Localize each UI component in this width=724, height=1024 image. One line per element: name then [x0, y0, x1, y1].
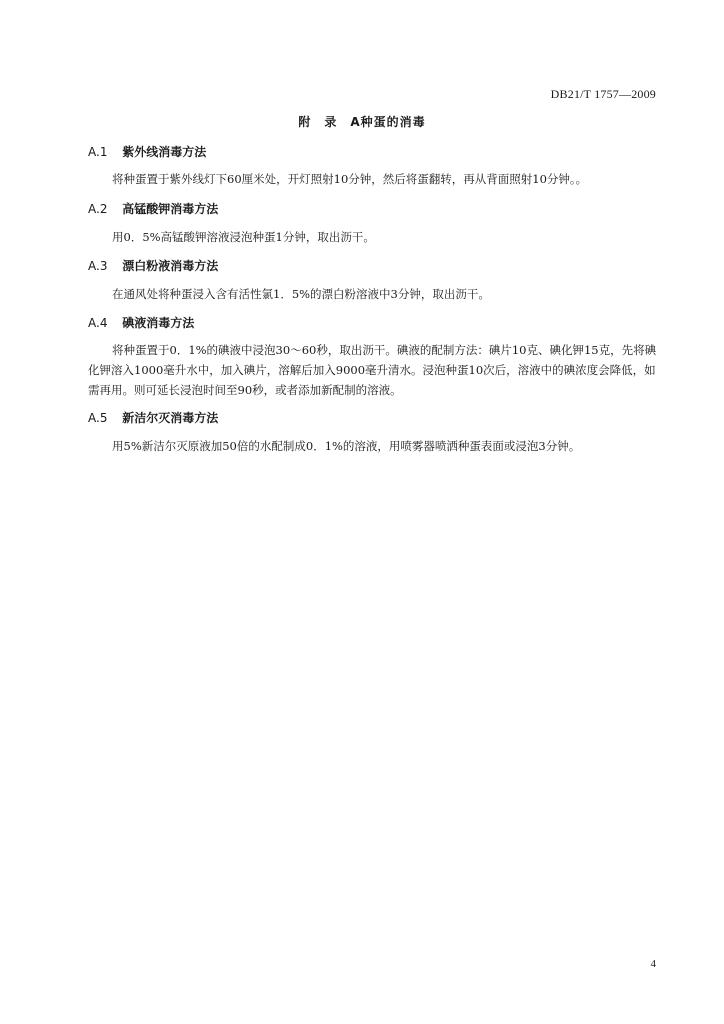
section-heading-a2	[88, 200, 218, 217]
standard-code: DB21/T 1757—2009	[550, 87, 656, 101]
page-number: 4	[650, 958, 656, 970]
section-number: A.4	[88, 316, 108, 330]
section-title: 新洁尔灭消毒方法	[122, 411, 219, 425]
section-body-a2: 用0．5%高锰酸钾溶液浸泡种蛋1分钟，取出沥干。	[112, 230, 375, 244]
section-body-a4: 将种蛋置于0．1%的碘液中浸泡30～60秒，取出沥干。碘液的配制方法：碘片10克、碘化钾15克，先将碘化钾溶入1000毫升水中，加入碘片，溶解后加入9000毫升清水。浸泡种蛋10次后，溶液中的碘浓度会降低，如需再用。则可延长浸泡时间至90秒，或者添加新配制的溶液。	[88, 343, 657, 397]
section-number: A.5	[88, 411, 108, 425]
section-heading-a5	[88, 409, 218, 426]
section-title: 高锰酸钾消毒方法	[122, 202, 219, 216]
section-body-a5: 用5%新洁尔灭原液加50倍的水配制成0．1%的溶液，用喷雾器喷洒种蛋表面或浸泡3分钟。	[112, 439, 581, 453]
section-heading-a1	[88, 143, 206, 160]
section-body-a1: 将种蛋置于紫外线灯下60厘米处，开灯照射10分钟，然后将蛋翻转，再从背面照射10分钟。。	[112, 172, 588, 186]
section-heading-a3	[88, 257, 218, 274]
section-number: A.3	[88, 259, 108, 273]
section-title: 紫外线消毒方法	[122, 145, 207, 159]
section-number: A.2	[88, 202, 108, 216]
section-body-a3: 在通风处将种蛋浸入含有活性氯1．5%的漂白粉溶液中3分钟，取出沥干。	[112, 287, 490, 301]
section-title: 漂白粉液消毒方法	[122, 259, 219, 273]
section-title: 碘液消毒方法	[122, 316, 195, 330]
section-heading-a4	[88, 314, 194, 331]
annex-title: 附 录 A种蛋的消毒	[298, 115, 426, 129]
section-number: A.1	[88, 145, 108, 159]
